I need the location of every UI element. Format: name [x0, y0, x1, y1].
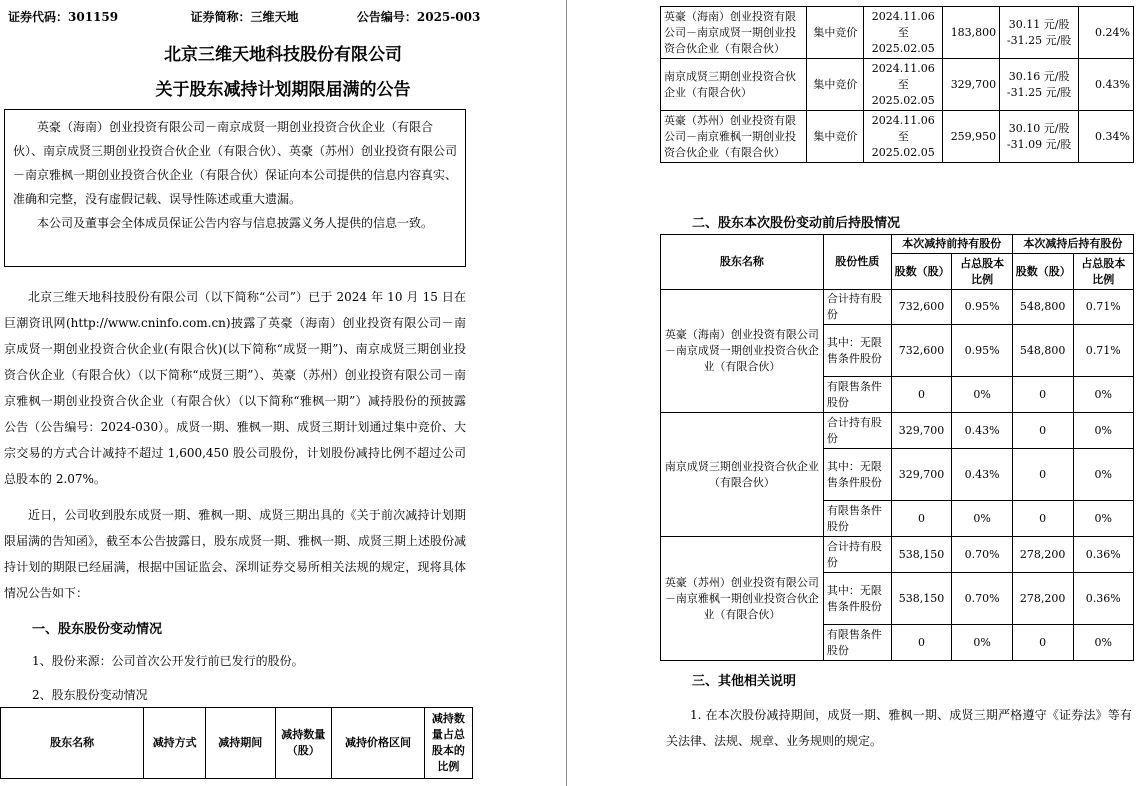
- t2-g1-r1-bshares: 732,600: [891, 290, 952, 325]
- stock-abbr: 证券简称：三维天地: [190, 10, 299, 24]
- t2-g2-r2-bshares: 329,700: [891, 449, 952, 501]
- table1-continued: [660, 6, 1134, 163]
- table-row: [661, 290, 1134, 325]
- t1-r3-ratio: 0.34%: [1079, 111, 1134, 163]
- t2-g1-r3-aratio: 0%: [1073, 377, 1133, 413]
- table-row: [661, 537, 1134, 573]
- t2-g1-r1-ashares: 548,800: [1012, 290, 1073, 325]
- t2-g1-r1-aratio: 0.71%: [1073, 290, 1133, 325]
- t2-g2-r1-bratio: 0.43%: [952, 413, 1012, 449]
- t2-g3-r3-bratio: 0%: [952, 625, 1012, 661]
- table1-header: [0, 707, 473, 779]
- t1-col-qty: 减持数量（股）: [275, 708, 332, 779]
- t1-r2-price: 30.16 元/股 -31.25 元/股: [1000, 59, 1079, 111]
- t2-g1-r2-nature: 其中：无限售条件股份: [823, 325, 891, 377]
- t2-g3-name: 英豪（苏州）创业投资有限公司－南京雅枫一期创业投资合伙企业（有限合伙）: [661, 537, 824, 661]
- t2-g1-name: 英豪（海南）创业投资有限公司－南京成贤一期创业投资合伙企业（有限合伙）: [661, 290, 824, 413]
- stock-code: 证券代码：301159: [8, 10, 119, 24]
- t1-r1-period: 2024.11.06 至 2025.02.05: [864, 7, 943, 59]
- t2-g1-r2-ashares: 548,800: [1012, 325, 1073, 377]
- t2-g2-name: 南京成贤三期创业投资合伙企业（有限合伙）: [661, 413, 824, 537]
- t2-g2-r3-nature: 有限售条件股份: [823, 501, 891, 537]
- section-3-title: 三、其他相关说明: [692, 674, 797, 689]
- t2-g2-r3-bratio: 0%: [952, 501, 1012, 537]
- t2-g2-r1-nature: 合计持有股份: [823, 413, 891, 449]
- holdings-table: [660, 234, 1134, 661]
- body-paragraph-1: [4, 284, 466, 492]
- t2-g3-r2-aratio: 0.36%: [1073, 573, 1133, 625]
- disclaimer-paragraph-2: 本公司及董事会全体成员保证公告内容与信息披露义务人提供的信息一致。: [37, 216, 434, 230]
- t2-g3-r3-nature: 有限售条件股份: [823, 625, 891, 661]
- t1-r1-name: 英豪（海南）创业投资有限公司－南京成贤一期创业投资合伙企业（有限合伙）: [661, 7, 807, 59]
- t2-g1-r2-bratio: 0.95%: [952, 325, 1012, 377]
- t1-r2-ratio: 0.43%: [1079, 59, 1134, 111]
- t2-g1-r2-aratio: 0.71%: [1073, 325, 1133, 377]
- t2-col-after: 本次减持后持有股份: [1012, 235, 1133, 254]
- t2-g2-r3-bshares: 0: [891, 501, 952, 537]
- t1-r3-method: 集中竞价: [807, 111, 864, 163]
- t2-g1-r2-bshares: 732,600: [891, 325, 952, 377]
- t2-col-name: 股东名称: [661, 235, 824, 290]
- t2-g1-r3-nature: 有限售条件股份: [823, 377, 891, 413]
- table-row: [661, 413, 1134, 449]
- t1-r2-period: 2024.11.06 至 2025.02.05: [864, 59, 943, 111]
- t2-g1-r3-bratio: 0%: [952, 377, 1012, 413]
- t2-g2-r3-ashares: 0: [1012, 501, 1073, 537]
- t2-g2-r2-aratio: 0%: [1073, 449, 1133, 501]
- section-2-title: 二、股东本次股份变动前后持股情况: [692, 216, 901, 231]
- disclaimer-paragraph-1: 英豪（海南）创业投资有限公司－南京成贤一期创业投资合伙企业（有限合伙）、南京成贤三期创业投资合伙企业（有限合伙）、英豪（苏州）创业投资有限公司－南京雅枫一期创业投资合伙企业（有限合伙）保证向本公司提供的信息内容真实、准确和完整，没有虚假记载、误导性陈述或重大遗漏。: [13, 120, 458, 206]
- t2-g3-r1-bshares: 538,150: [891, 537, 952, 573]
- header-info: [8, 8, 480, 25]
- t2-g1-r1-bratio: 0.95%: [952, 290, 1012, 325]
- t1-col-name: 股东名称: [1, 708, 144, 779]
- t2-g2-r2-ashares: 0: [1012, 449, 1073, 501]
- t2-g2-r2-bratio: 0.43%: [952, 449, 1012, 501]
- t2-after-shares: 股数（股）: [1012, 254, 1073, 290]
- t1-r1-qty: 183,800: [943, 7, 1000, 59]
- t2-col-before: 本次减持前持有股份: [891, 235, 1012, 254]
- section-3-paragraph: [666, 702, 1132, 754]
- t2-before-ratio: 占总股本比例: [952, 254, 1012, 290]
- notice-title: 关于股东减持计划期限届满的公告: [155, 80, 411, 100]
- company-title: 北京三维天地科技股份有限公司: [164, 45, 402, 65]
- t2-g3-r1-bratio: 0.70%: [952, 537, 1012, 573]
- t1-r3-qty: 259,950: [943, 111, 1000, 163]
- t2-g2-r2-nature: 其中：无限售条件股份: [823, 449, 891, 501]
- section-1-item-2: 2、股东股份变动情况: [32, 688, 148, 702]
- table-row: [661, 111, 1134, 163]
- t1-r3-period: 2024.11.06 至 2025.02.05: [864, 111, 943, 163]
- t2-g3-r3-aratio: 0%: [1073, 625, 1133, 661]
- t2-g3-r2-bratio: 0.70%: [952, 573, 1012, 625]
- t2-g2-r1-aratio: 0%: [1073, 413, 1133, 449]
- t2-before-shares: 股数（股）: [891, 254, 952, 290]
- t1-r1-method: 集中竞价: [807, 7, 864, 59]
- t2-g3-r2-nature: 其中：无限售条件股份: [823, 573, 891, 625]
- t2-g3-r1-nature: 合计持有股份: [823, 537, 891, 573]
- t1-r3-price: 30.10 元/股 -31.09 元/股: [1000, 111, 1079, 163]
- t2-g1-r1-nature: 合计持有股份: [823, 290, 891, 325]
- section-3-text: 1. 在本次股份减持期间，成贤一期、雅枫一期、成贤三期严格遵守《证券法》等有关法律、法规、规章、业务规则的规定。: [666, 708, 1132, 748]
- t1-col-method: 减持方式: [144, 708, 206, 779]
- t1-r2-name: 南京成贤三期创业投资合伙企业（有限合伙）: [661, 59, 807, 111]
- t2-g2-r1-ashares: 0: [1012, 413, 1073, 449]
- t1-r2-method: 集中竞价: [807, 59, 864, 111]
- t2-g3-r3-ashares: 0: [1012, 625, 1073, 661]
- disclaimer-box: [4, 109, 466, 267]
- t2-g3-r1-ashares: 278,200: [1012, 537, 1073, 573]
- t1-r1-price: 30.11 元/股 -31.25 元/股: [1000, 7, 1079, 59]
- body-text-2: 近日，公司收到股东成贤一期、雅枫一期、成贤三期出具的《关于前次减持计划期限届满的告知函》，截至本公告披露日，股东成贤一期、雅枫一期、成贤三期上述股份减持计划的期限已经届满，根据中国证监会、深圳证券交易所相关法规的规定，现将具体情况公告如下：: [4, 508, 467, 600]
- t2-g3-r2-bshares: 538,150: [891, 573, 952, 625]
- page-divider: [566, 0, 567, 786]
- t2-g3-r2-ashares: 278,200: [1012, 573, 1073, 625]
- t1-col-price: 减持价格区间: [332, 708, 425, 779]
- notice-number: 公告编号：2025-003: [356, 10, 481, 24]
- t2-g3-r3-bshares: 0: [891, 625, 952, 661]
- section-1-title: 一、股东股份变动情况: [32, 622, 163, 637]
- t2-g1-r3-bshares: 0: [891, 377, 952, 413]
- body-paragraph-2: [4, 502, 466, 606]
- t2-after-ratio: 占总股本比例: [1073, 254, 1133, 290]
- t2-g2-r3-aratio: 0%: [1073, 501, 1133, 537]
- t1-r2-qty: 329,700: [943, 59, 1000, 111]
- body-text-1: 北京三维天地科技股份有限公司（以下简称“公司”）已于 2024 年 10 月 15 日在巨潮资讯网(http://www.cninfo.com.cn)披露了英豪（海南）创业投资有限公司－南京成贤一期创业投资合伙企业(有限合伙)(以下简称“成贤一期”)、南京成贤三期创业投资合伙企业（有限合伙）（以下简称“成贤三期”）、英豪（苏州）创业投资有限公司－南京雅枫一期创业投资合伙企业（有限合伙）（以下简称“雅枫一期”）减持股份的预披露公告（公告编号：2024-030）。成贤一期、雅枫一期、成贤三期计划通过集中竞价、大宗交易的方式合计减持不超过 1,600,450 股公司股份，计划股份减持比例不超过公司总股本的 2.07%。: [4, 290, 466, 486]
- t1-col-ratio: 减持数量占总股本的比例: [424, 708, 472, 779]
- table-row: [661, 7, 1134, 59]
- t1-r3-name: 英豪（苏州）创业投资有限公司－南京雅枫一期创业投资合伙企业（有限合伙）: [661, 111, 807, 163]
- table-row: [661, 59, 1134, 111]
- t1-r1-ratio: 0.24%: [1079, 7, 1134, 59]
- t2-g2-r1-bshares: 329,700: [891, 413, 952, 449]
- t1-col-period: 减持期间: [206, 708, 275, 779]
- section-1-item-1: 1、股份来源：公司首次公开发行前已发行的股份。: [32, 654, 304, 668]
- t2-g1-r3-ashares: 0: [1012, 377, 1073, 413]
- t2-col-nature: 股份性质: [823, 235, 891, 290]
- t2-g3-r1-aratio: 0.36%: [1073, 537, 1133, 573]
